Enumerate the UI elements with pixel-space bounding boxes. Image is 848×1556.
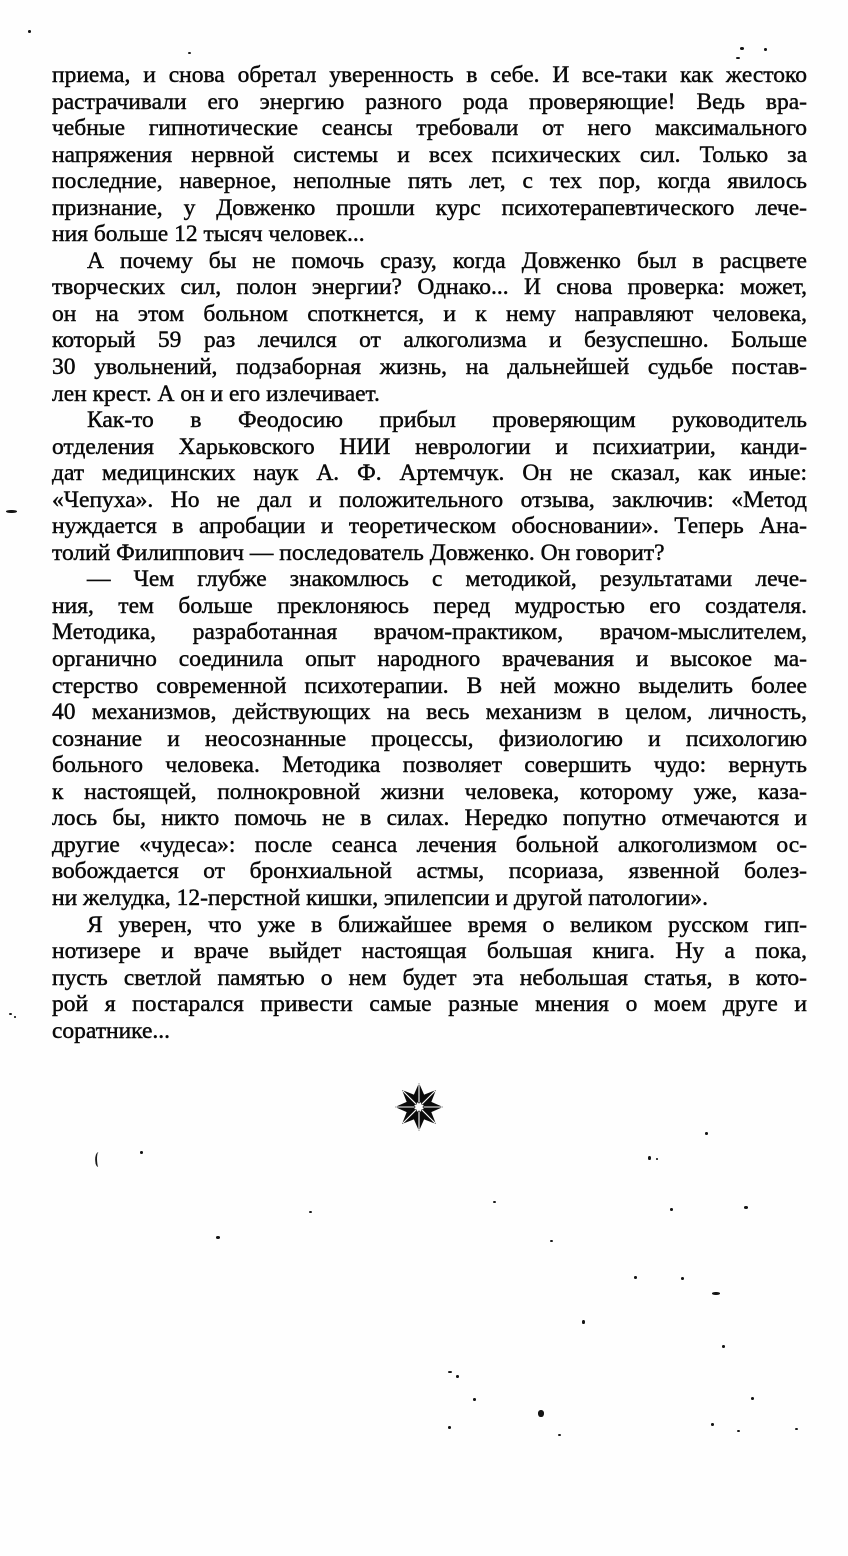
- text-line: лен крест. А он и его излечивает.: [52, 380, 380, 407]
- scan-noise-speck: [634, 1276, 637, 1279]
- scan-noise-speck: [670, 1208, 673, 1211]
- scan-noise-speck: [582, 1320, 585, 1324]
- scan-noise-speck: [705, 1132, 708, 1135]
- scan-noise-curve: [94, 1152, 102, 1167]
- text-line: «Чепуха». Но не дал и положительного отзыва, заключив: «Метод: [52, 486, 807, 513]
- scan-noise-speck: [188, 52, 191, 54]
- scan-noise-speck: [473, 1398, 476, 1401]
- text-line: стерство современной психотерапии. В ней можно выделить более: [52, 672, 807, 699]
- text-line: — Чем глубже знакомлюсь с методикой, результатами лече-: [87, 566, 807, 593]
- scan-noise-speck: [456, 1375, 459, 1378]
- scan-noise-speck: [764, 48, 767, 51]
- text-line: органично соединила опыт народного врачевания и высокое ма-: [52, 646, 807, 673]
- text-line: А почему бы не помочь сразу, когда Довженко был в расцвете: [87, 247, 807, 274]
- text-line: он на этом больном споткнется, и к нему направляют человека,: [52, 300, 807, 327]
- text-line: отделения Харьковского НИИ неврологии и психиатрии, канди-: [52, 433, 807, 460]
- scan-noise-speck: [751, 1397, 754, 1400]
- text-line: растрачивали его энергию разного рода проверяющие! Ведь вра-: [52, 88, 807, 115]
- scan-noise-speck: [736, 57, 740, 59]
- scan-noise-speck: [740, 47, 744, 50]
- paragraph: [52, 248, 807, 407]
- text-line: 40 механизмов, действующих на весь механизм в целом, личность,: [52, 699, 807, 726]
- text-line: нотизере и враче выйдет настоящая большая книга. Ну а пока,: [52, 938, 807, 965]
- scan-noise-speck: [448, 1426, 451, 1429]
- scan-noise-speck: [216, 1236, 220, 1239]
- text-line: чебные гипнотические сеансы требовали от него максимального: [52, 115, 807, 142]
- scan-noise-speck: [550, 1240, 553, 1242]
- paragraph: [52, 62, 807, 248]
- scan-noise-speck: [712, 1292, 720, 1295]
- text-line: напряжения нервной системы и всех психических сил. Только за: [52, 141, 807, 168]
- text-line: ния, тем больше преклоняюсь перед мудростью его создателя.: [52, 592, 807, 619]
- text-line: лось бы, никто помочь не в силах. Нередко попутно отмечаются и: [52, 805, 807, 832]
- scan-noise-speck: [493, 1201, 496, 1203]
- scan-noise-speck: [9, 1013, 12, 1015]
- text-line: вобождается от бронхиальной астмы, псориаза, язвенной болез-: [52, 858, 807, 885]
- scan-noise-speck: [140, 1151, 143, 1154]
- scan-noise-speck: [711, 1423, 714, 1426]
- scan-noise-speck: [722, 1345, 725, 1348]
- text-line: пусть светлой памятью о нем будет эта небольшая статья, в кото-: [52, 964, 807, 991]
- text-line: другие «чудеса»: после сеанса лечения больной алкоголизмом ос-: [52, 831, 807, 858]
- text-line: нуждается в апробации и теоретическом обосновании». Теперь Ана-: [52, 513, 807, 540]
- paragraph: [52, 566, 807, 911]
- text-line: сознание и неосознанные процессы, физиологию и психологию: [52, 725, 807, 752]
- scan-noise-speck: [648, 1156, 651, 1160]
- scan-noise-speck: [744, 1206, 748, 1209]
- text-line: рой я постарался привести самые разные мнения о моем друге и: [52, 991, 807, 1018]
- scan-noise-speck: [538, 1410, 544, 1417]
- text-line: к настоящей, полнокровной жизни человека, которому уже, каза-: [52, 778, 807, 805]
- scan-noise-speck: [558, 1434, 561, 1436]
- text-line: Как-то в Феодосию прибыл проверяющим руководитель: [87, 407, 807, 434]
- text-line: ния больше 12 тысяч человек...: [52, 221, 365, 248]
- text-line: толий Филиппович — последователь Довженко. Он говорит?: [52, 539, 665, 566]
- text-block: [52, 62, 807, 1044]
- text-line: больного человека. Методика позволяет совершить чудо: вернуть: [52, 752, 807, 779]
- paragraph: [52, 407, 807, 566]
- text-line: последние, наверное, неполные пять лет, с тех пор, когда явилось: [52, 168, 807, 195]
- text-line: творческих сил, полон энергии? Однако... И снова проверка: может,: [52, 274, 807, 301]
- text-line: который 59 раз лечился от алкоголизма и безуспешно. Больше: [52, 327, 807, 354]
- text-line: Я уверен, что уже в ближайшее время о великом русском гип-: [87, 911, 807, 938]
- text-line: 30 увольнений, подзаборная жизнь, на дальнейшей судьбе постав-: [52, 354, 807, 381]
- paragraph: [52, 912, 807, 1045]
- text-line: Методика, разработанная врачом-практиком, врачом-мыслителем,: [52, 619, 807, 646]
- scan-noise-speck: [28, 30, 31, 33]
- text-line: приема, и снова обретал уверенность в себе. И все-таки как жестоко: [52, 62, 807, 88]
- text-line: ни желудка, 12-перстной кишки, эпилепсии и другой патологии».: [52, 884, 708, 911]
- scan-noise-speck: [656, 1158, 658, 1160]
- scan-noise-speck: [681, 1277, 684, 1280]
- scan-noise-speck: [448, 1371, 452, 1373]
- scan-noise-speck: [6, 510, 17, 513]
- scan-noise-speck: [737, 1430, 740, 1432]
- text-line: дат медицинских наук А. Ф. Артемчук. Он не сказал, как иные:: [52, 460, 807, 487]
- scan-noise-speck: [309, 1211, 312, 1213]
- star-ornament-icon: [394, 1082, 444, 1132]
- text-line: признание, у Довженко прошли курс психотерапевтического лече-: [52, 194, 807, 221]
- text-line: соратнике...: [52, 1017, 171, 1044]
- scan-noise-speck: [14, 1016, 16, 1018]
- scan-noise-speck: [795, 1428, 798, 1430]
